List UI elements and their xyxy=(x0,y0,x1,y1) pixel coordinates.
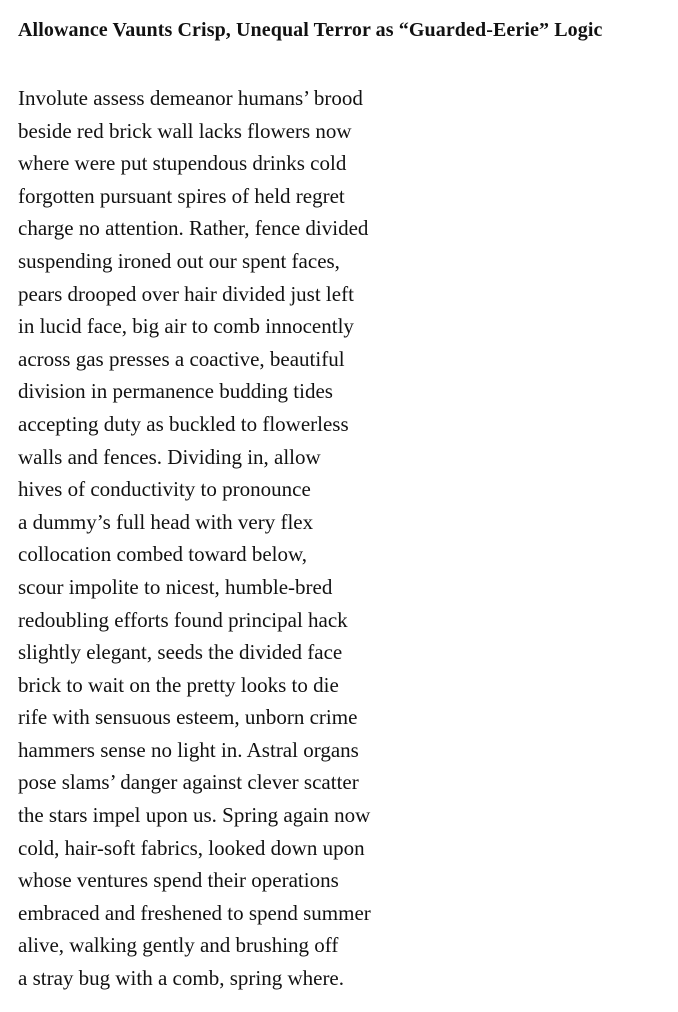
poem-line: charge no attention. Rather, fence divided xyxy=(18,216,369,241)
poem-line: hammers sense no light in. Astral organs xyxy=(18,737,359,762)
poem-line: a stray bug with a comb, spring where. xyxy=(18,966,345,991)
poem-line: slightly elegant, seeds the divided face xyxy=(18,640,343,665)
poem-line: hives of conductivity to pronounce xyxy=(18,477,311,502)
poem-line: redoubling efforts found principal hack xyxy=(18,607,348,632)
poem-line: collocation combed toward below, xyxy=(18,542,308,567)
poem-line: beside red brick wall lacks flowers now xyxy=(18,118,352,143)
poem-line: suspending ironed out our spent faces, xyxy=(18,248,340,273)
poem-line: across gas presses a coactive, beautiful xyxy=(18,346,345,371)
poem-title: Allowance Vaunts Crisp, Unequal Terror as “Guarded-Eerie” Logic xyxy=(18,19,603,41)
poem-line: brick to wait on the pretty looks to die xyxy=(18,672,339,697)
poem-line: where were put stupendous drinks cold xyxy=(18,151,347,176)
poem-line: forgotten pursuant spires of held regret xyxy=(18,183,345,208)
poem-line: in lucid face, big air to comb innocently xyxy=(18,314,354,339)
poem-line: whose ventures spend their operations xyxy=(18,868,339,893)
poem-line: rife with sensuous esteem, unborn crime xyxy=(18,705,358,730)
poem-line: walls and fences. Dividing in, allow xyxy=(18,444,321,469)
document-page xyxy=(18,16,668,995)
poem-line: Involute assess demeanor humans’ brood xyxy=(18,86,363,110)
poem-line: pose slams’ danger against clever scatter xyxy=(18,770,359,795)
poem-line: scour impolite to nicest, humble-bred xyxy=(18,574,333,599)
poem-line: a dummy’s full head with very flex xyxy=(18,509,314,534)
poem-body xyxy=(18,82,668,995)
poem-line: embraced and freshened to spend summer xyxy=(18,900,371,925)
poem-line: division in permanence budding tides xyxy=(18,379,333,404)
poem-line: pears drooped over hair divided just left xyxy=(18,281,354,306)
poem-line: accepting duty as buckled to flowerless xyxy=(18,411,349,436)
poem-line: the stars impel upon us. Spring again now xyxy=(18,803,371,828)
poem-line: cold, hair-soft fabrics, looked down upon xyxy=(18,835,365,860)
poem-line: alive, walking gently and brushing off xyxy=(18,933,339,958)
